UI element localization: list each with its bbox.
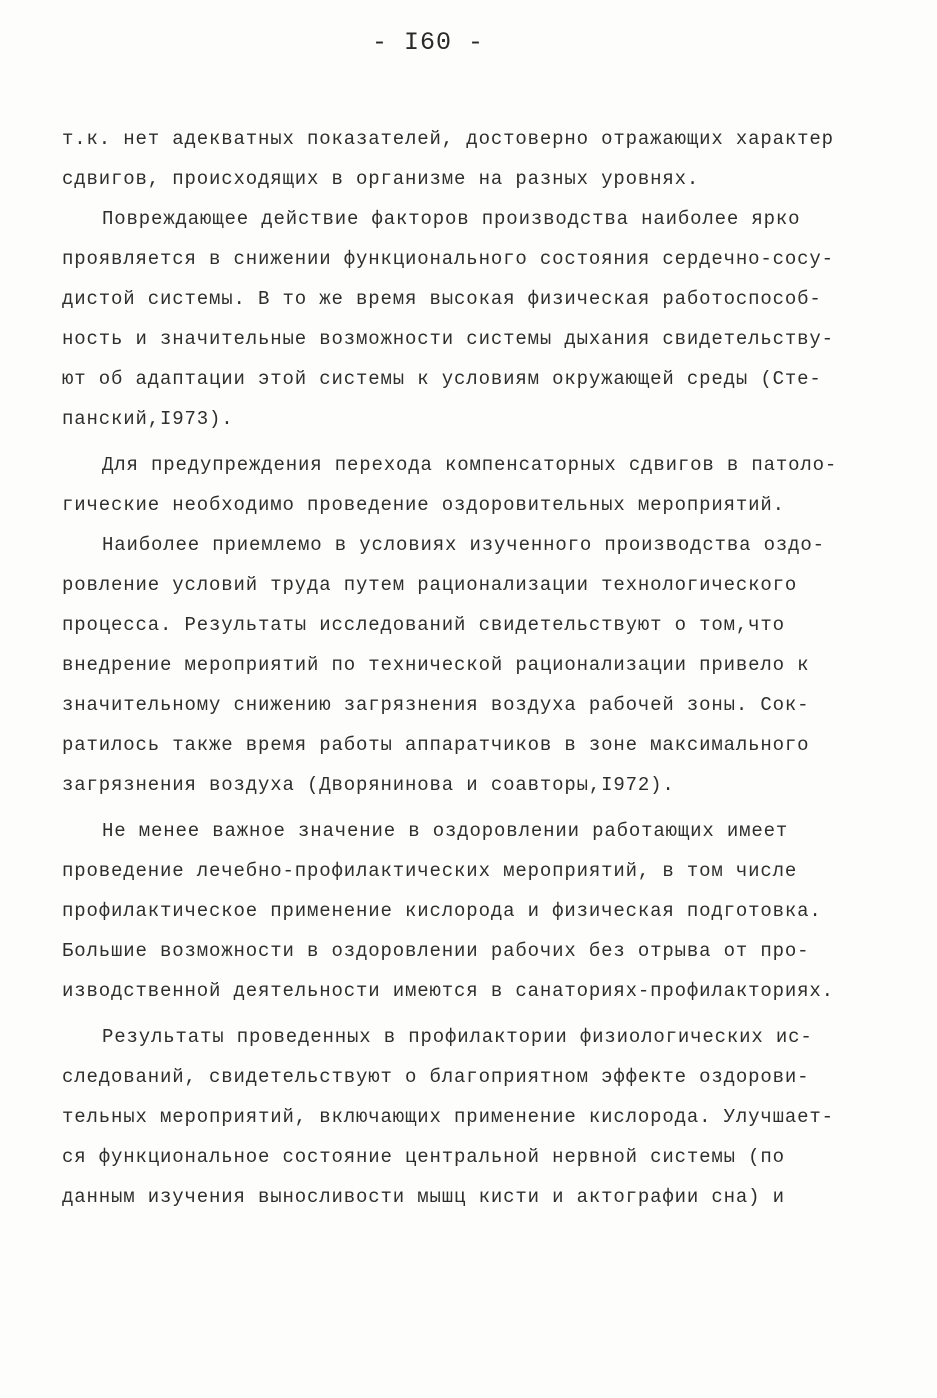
text-line: данным изучения выносливости мышц кисти и актографии сна) и [62,1186,785,1208]
body-text [62,119,922,1217]
paragraph-start-line: Результаты проведенных в профилактории физиологических ис- [102,1026,813,1048]
text-line: ность и значительные возможности системы дыхания свидетельству- [62,328,834,350]
text-line: сдвигов, происходящих в организме на разных уровнях. [62,168,700,190]
page-number: - I60 - [371,28,485,57]
paragraph-start-line: Не менее важное значение в оздоровлении работающих имеет [102,820,789,842]
text-line: внедрение мероприятий по технической рационализации привело к [62,654,810,676]
text-line: ют об адаптации этой системы к условиям окружающей среды (Сте- [62,368,822,390]
text-line: ся функциональное состояние центральной нервной системы (по [62,1146,785,1168]
text-line: т.к. нет адекватных показателей, достоверно отражающих характер [62,128,834,150]
paragraph-start-line: Повреждающее действие факторов производства наиболее ярко [102,208,801,230]
text-line: гические необходимо проведение оздоровительных мероприятий. [62,494,785,516]
text-line: ровление условий труда путем рационализации технологического [62,574,798,596]
text-line: изводственной деятельности имеются в санаториях-профилакториях. [62,980,834,1002]
text-line: дистой системы. В то же время высокая физическая работоспособ- [62,288,822,310]
text-line: следований, свидетельствуют о благоприятном эффекте оздорови- [62,1066,810,1088]
text-line: проявляется в снижении функционального состояния сердечно-сосу- [62,248,834,270]
text-line: значительному снижению загрязнения воздуха рабочей зоны. Сок- [62,694,810,716]
text-line: профилактическое применение кислорода и физическая подготовка. [62,900,822,922]
text-line: ратилось также время работы аппаратчиков в зоне максимального [62,734,810,756]
text-line: тельных мероприятий, включающих применение кислорода. Улучшает- [62,1106,834,1128]
paragraph-start-line: Для предупреждения перехода компенсаторных сдвигов в патоло- [102,454,838,476]
text-line: панский,I973). [62,408,234,430]
text-line: проведение лечебно-профилактических мероприятий, в том числе [62,860,798,882]
text-line: процесса. Результаты исследований свидетельствуют о том,что [62,614,785,636]
paragraph-start-line: Наиболее приемлемо в условиях изученного производства оздо- [102,534,825,556]
text-line: Большие возможности в оздоровлении рабочих без отрыва от про- [62,940,810,962]
text-line: загрязнения воздуха (Дворянинова и соавторы,I972). [62,774,675,796]
